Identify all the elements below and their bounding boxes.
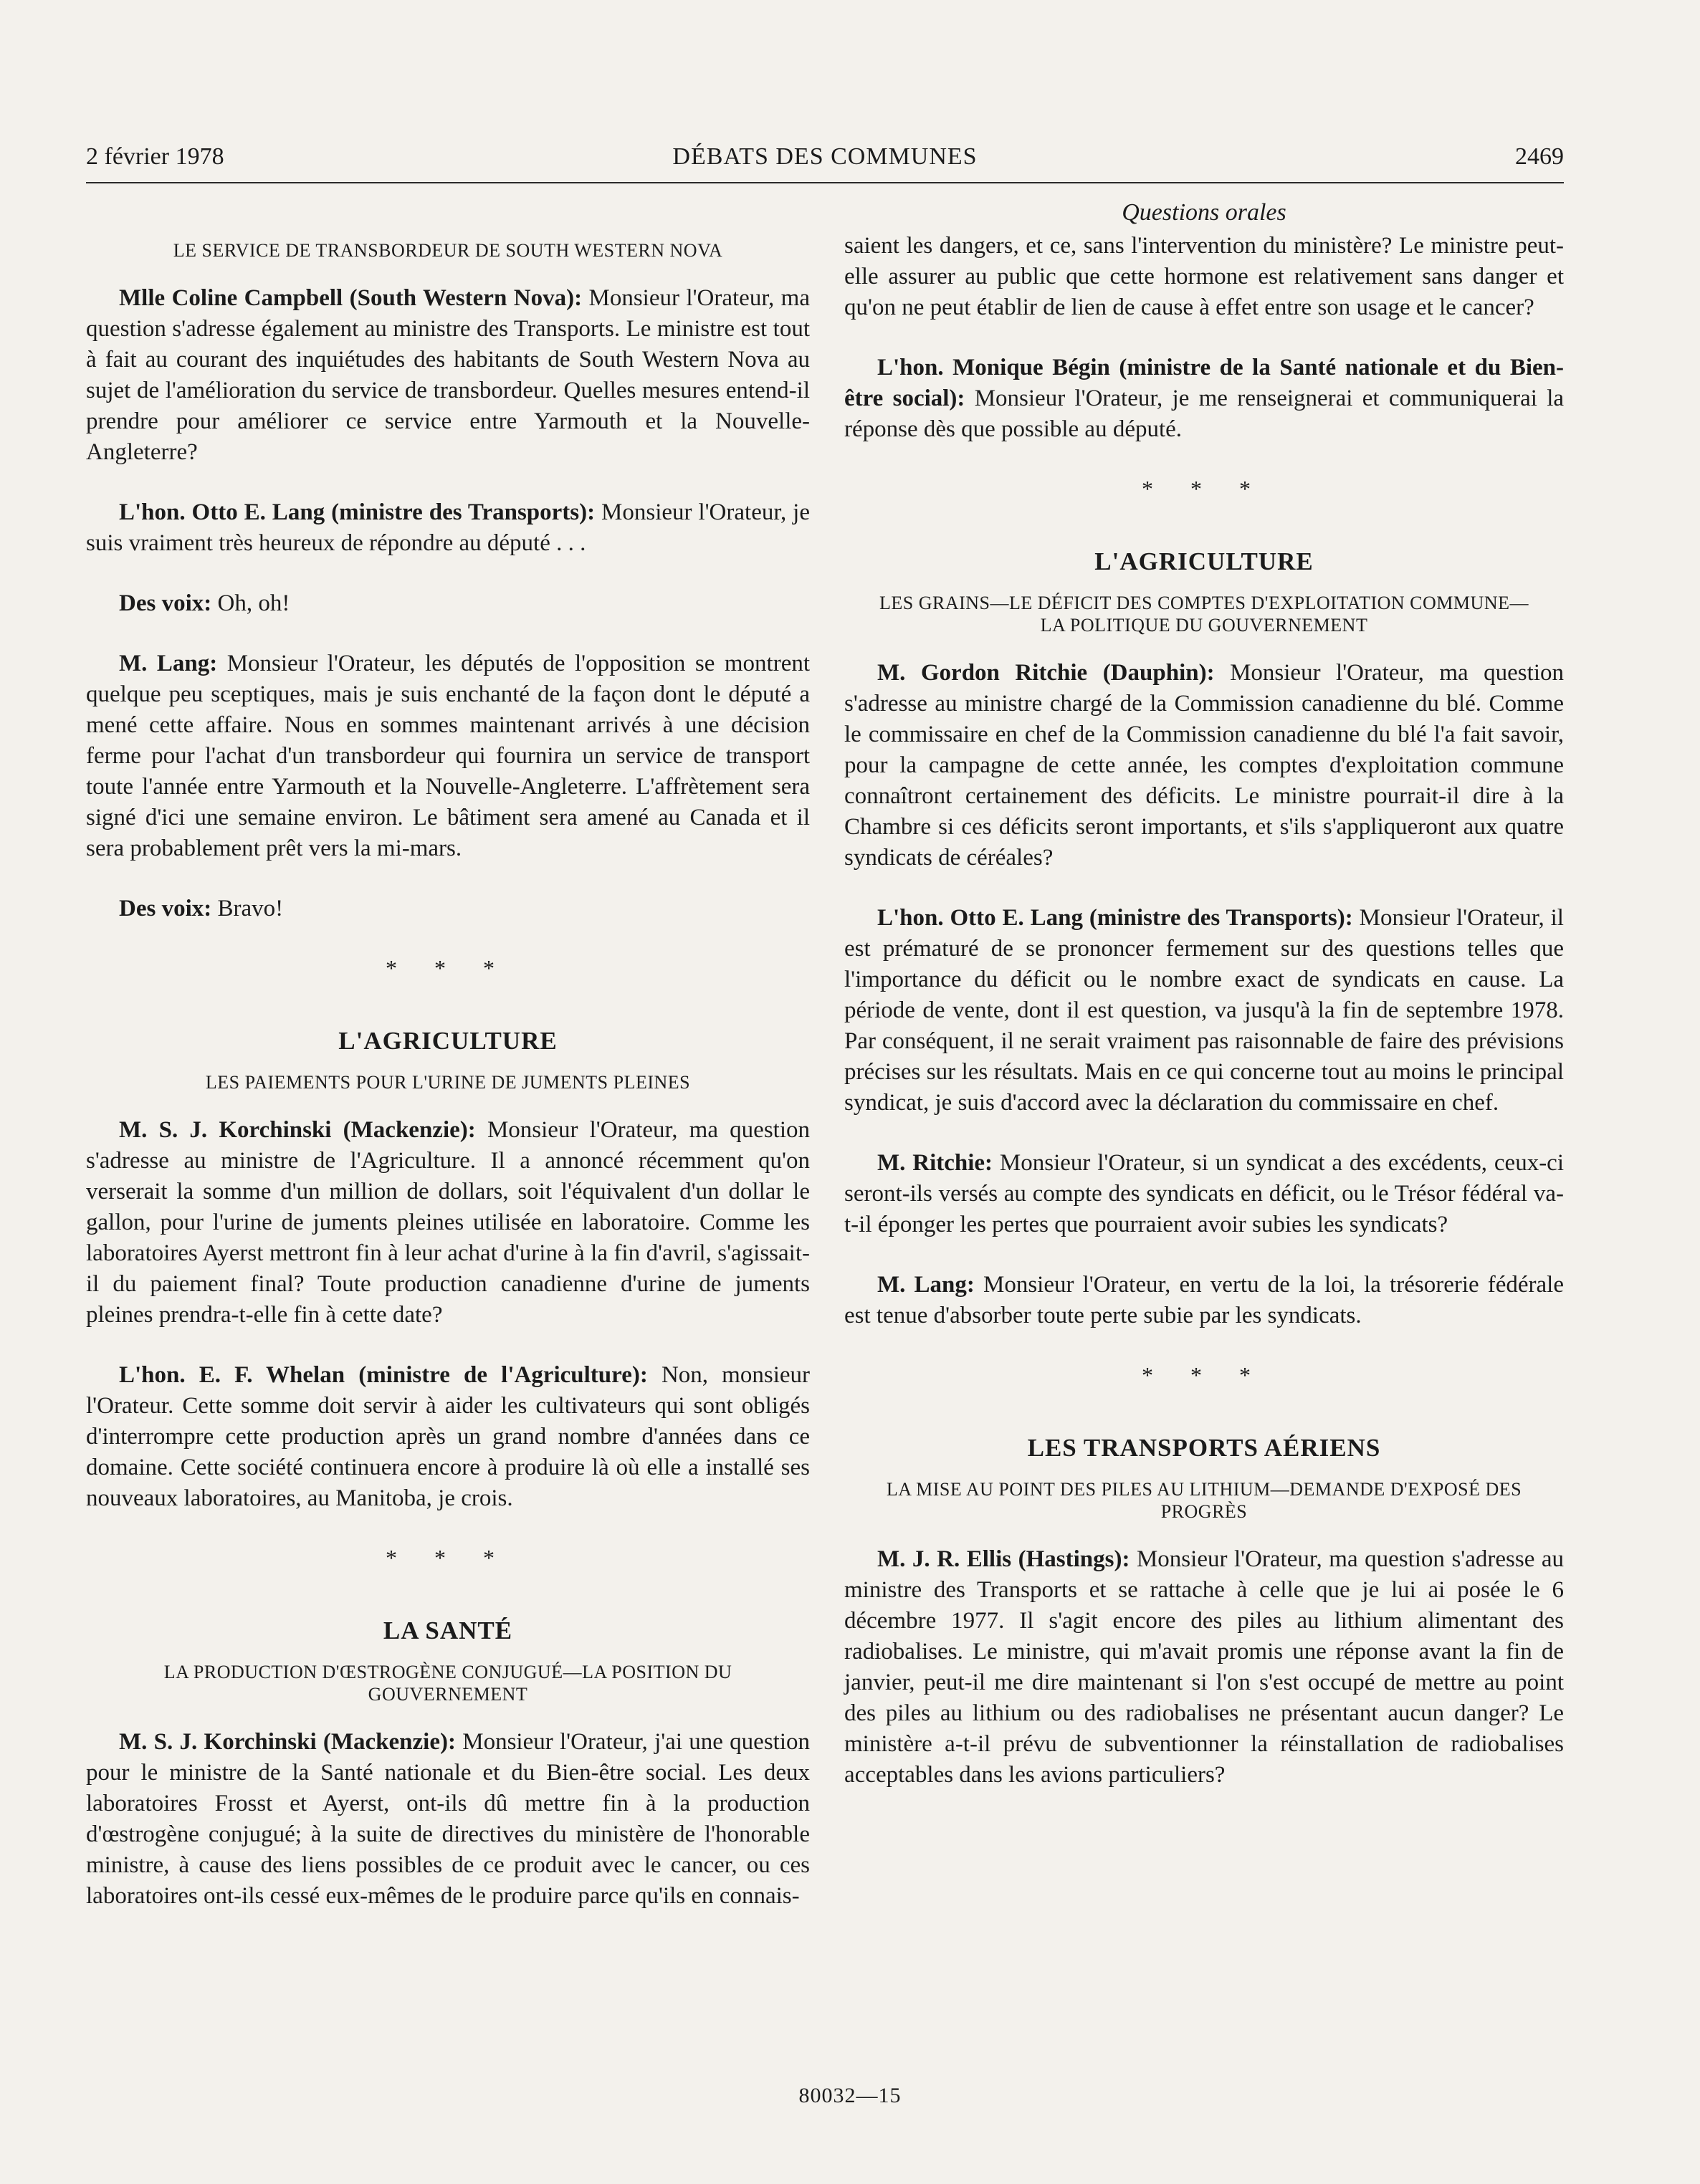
speaker: L'hon. Monique Bégin (ministre de la Santé nationale et du Bien-être social): (844, 355, 1564, 411)
paragraph-lang-treasury (844, 1270, 1564, 1331)
subhead-grain-deficit: LES GRAINS—LE DÉFICIT DES COMPTES D'EXPLOITATION COMMUNE—LA POLITIQUE DU GOUVERNEMENT (879, 593, 1529, 636)
paragraph-ellis (844, 1544, 1564, 1791)
paragraph-lang-ferry (86, 648, 810, 864)
speaker: M. J. R. Ellis (Hastings): (877, 1546, 1130, 1572)
speaker: Des voix: (119, 896, 212, 921)
subhead-lithium-batteries: LA MISE AU POINT DES PILES AU LITHIUM—DEMANDE D'EXPOSÉ DES PROGRÈS (886, 1479, 1522, 1522)
speech-text: Monsieur l'Orateur, ma question s'adresse également au ministre des Transports. Le ministre est tout à fait au courant des inquiétudes des habitants de South Western Nova au sujet de l'amélioration du service de transbordeur. Quelles mesures entend-il prendre pour améliorer ce service entre Yarmouth et la Nouvelle-Angleterre? (86, 285, 810, 465)
speech-text: Non, monsieur l'Orateur. Cette somme doit servir à aider les cultivateurs qui sont obligés d'interrompre cette production après un grand nombre d'années dans ce domaine. Cette société continuera encore à produire là où elle a installé ses nouveaux laboratoires, au Manitoba, je crois. (86, 1362, 810, 1511)
paragraph-lang-grain (844, 903, 1564, 1119)
speaker: Mlle Coline Campbell (South Western Nova): (119, 285, 583, 311)
heading-agriculture: L'AGRICULTURE (1094, 547, 1314, 575)
paragraph-whelan (86, 1360, 810, 1514)
left-column (86, 199, 810, 1941)
speaker: L'hon. Otto E. Lang (ministre des Transports): (119, 499, 596, 525)
paragraph-begin (844, 353, 1564, 445)
paragraph-campbell (86, 283, 810, 468)
heading-health: LA SANTÉ (383, 1617, 513, 1644)
speech-text: Monsieur l'Orateur, en vertu de la loi, la trésorerie fédérale est tenue d'absorber toute perte subie par les syndicats. (844, 1272, 1564, 1328)
speaker: M. Gordon Ritchie (Dauphin): (877, 660, 1215, 686)
speech-text: Monsieur l'Orateur, les députés de l'opposition se montrent quelque peu sceptiques, mais je suis enchanté de la façon dont le député a mené cette affaire. Nous en sommes maintenant arrivés à une décision ferme pour l'achat d'un transbordeur qui fournira un service de transport toute l'année entre Yarmouth et la Nouvelle-Angleterre. L'affrètement sera signé d'ici une semaine environ. Le bâtiment sera amené au Canada et il sera probablement prêt vers la mi-mars. (86, 651, 811, 861)
right-column (844, 199, 1564, 1820)
subhead-mare-urine: LES PAIEMENTS POUR L'URINE DE JUMENTS PLEINES (205, 1072, 691, 1093)
paragraph-ritchie-2 (844, 1148, 1564, 1240)
paragraph-korchinski-1 (86, 1115, 810, 1331)
header-title: DÉBATS DES COMMUNES (672, 143, 978, 170)
section-separator: * * * (1142, 1362, 1266, 1388)
speech-text: Monsieur l'Orateur, ma question s'adresse au ministre des Transports et se rattache à celle que je lui ai posée le 6 décembre 1977. Il s'agit encore des piles au lithium alimentant des radiobalises. Le ministre, qui m'avait promis une réponse avant la fin de janvier, peut-il me dire maintenant si l'on s'est occupé de mettre au point des piles au lithium ou des radiobalises ne présentant aucun danger? Le ministère a-t-il prévu de subventionner la réinstallation de radiobalises acceptables dans les avions particuliers? (844, 1546, 1564, 1788)
speech-text: Monsieur l'Orateur, je suis vraiment très heureux de répondre au député . . . (86, 499, 810, 556)
paragraph-ritchie-1 (844, 658, 1564, 873)
paragraph-continuation (844, 231, 1564, 323)
footer-code: 80032—15 (798, 2084, 902, 2107)
section-label: Questions orales (1122, 199, 1286, 226)
speech-text: Monsieur l'Orateur, ma question s'adresse au ministre de l'Agriculture. Il a annoncé récemment qu'on verserait la somme d'un million de dollars, soit l'équivalent d'un dollar le gallon, pour l'urine de juments pleines utilisée en laboratoire. Comme les laboratoires Ayerst mettront fin à leur achat d'urine à la fin d'avril, s'agissait-il du paiement final? Toute production canadienne d'urine de juments pleines prendra-t-elle fin à cette date? (86, 1117, 811, 1328)
speech-text: Monsieur l'Orateur, j'ai une question pour le ministre de la Santé nationale et du Bien-être social. Les deux laboratoires Frosst et Ayerst, ont-ils dû mettre fin à la production d'œstrogène conjugué; à la suite de directives du ministère de l'honorable ministre, à cause des liens possibles de ce produit avec le cancer, ou ces laboratoires ont-ils cessé eux-mêmes de le produire parce qu'ils en connais- (86, 1729, 810, 1909)
section-separator: * * * (386, 1545, 510, 1571)
header-date: 2 février 1978 (86, 143, 224, 170)
speech-text: saient les dangers, et ce, sans l'intervention du ministère? Le ministre peut-elle assurer au public que cette hormone est relativement sans danger et qu'on ne peut établir de lien de cause à effet entre son usage et le cancer? (844, 233, 1564, 320)
speech-text: Monsieur l'Orateur, je me renseignerai et communiquerai la réponse dès que possible au député. (844, 385, 1565, 442)
heading-air-transport: LES TRANSPORTS AÉRIENS (1027, 1434, 1381, 1462)
section-separator: * * * (386, 955, 510, 981)
speaker: L'hon. Otto E. Lang (ministre des Transports): (877, 905, 1353, 931)
speech-text: Oh, oh! (211, 590, 290, 616)
header-page-number: 2469 (1515, 143, 1564, 170)
speaker: L'hon. E. F. Whelan (ministre de l'Agriculture): (119, 1362, 648, 1388)
paragraph-korchinski-2 (86, 1727, 810, 1912)
speech-text: Monsieur l'Orateur, il est prématuré de se prononcer fermement sur des questions telles que l'importance du déficit ou le nombre exact de syndicats en cause. La période de vente, dont il est question, va jusqu'à la fin de septembre 1978. Par conséquent, il ne serait vraiment pas raisonnable de faire des prévisions précises sur les résultats. Mais en ce qui concerne tout au moins le principal syndicat, je suis d'accord avec la déclaration du commissaire en chef. (844, 905, 1564, 1116)
speaker: M. S. J. Korchinski (Mackenzie): (119, 1117, 476, 1143)
running-head (86, 142, 1564, 183)
speech-text: Bravo! (211, 896, 284, 921)
heading-agriculture: L'AGRICULTURE (338, 1027, 558, 1055)
speech-text: Monsieur l'Orateur, si un syndicat a des excédents, ceux-ci seront-ils versés au compte des syndicats en déficit, ou le Trésor fédéral va-t-il éponger les pertes que pourraient avoir subies les syndicats? (844, 1150, 1564, 1237)
paragraph-lang-reply (86, 497, 810, 559)
subhead-ferry-service: LE SERVICE DE TRANSBORDEUR DE SOUTH WESTERN NOVA (173, 240, 723, 261)
speech-text: Monsieur l'Orateur, ma question s'adresse au ministre chargé de la Commission canadienne du blé. Comme le commissaire en chef de la Commission canadienne du blé l'a fait savoir, pour la campagne de cette année, les comptes d'exploitation commune connaîtront certainement des déficits. Le ministre pourrait-il dire à la Chambre si ces déficits seront importants, et s'ils s'appliqueront aux quatre syndicats de céréales? (844, 660, 1564, 871)
speaker: M. Lang: (877, 1272, 975, 1298)
paragraph-voices-oh (86, 588, 810, 619)
section-separator: * * * (1142, 476, 1266, 502)
speaker: M. Lang: (119, 651, 218, 676)
paragraph-voices-bravo (86, 894, 810, 924)
speaker: M. S. J. Korchinski (Mackenzie): (119, 1729, 456, 1755)
subhead-estrogen: LA PRODUCTION D'ŒSTROGÈNE CONJUGUÉ—LA POSITION DU GOUVERNEMENT (163, 1662, 732, 1705)
speaker: M. Ritchie: (877, 1150, 993, 1176)
speaker: Des voix: (119, 590, 212, 616)
